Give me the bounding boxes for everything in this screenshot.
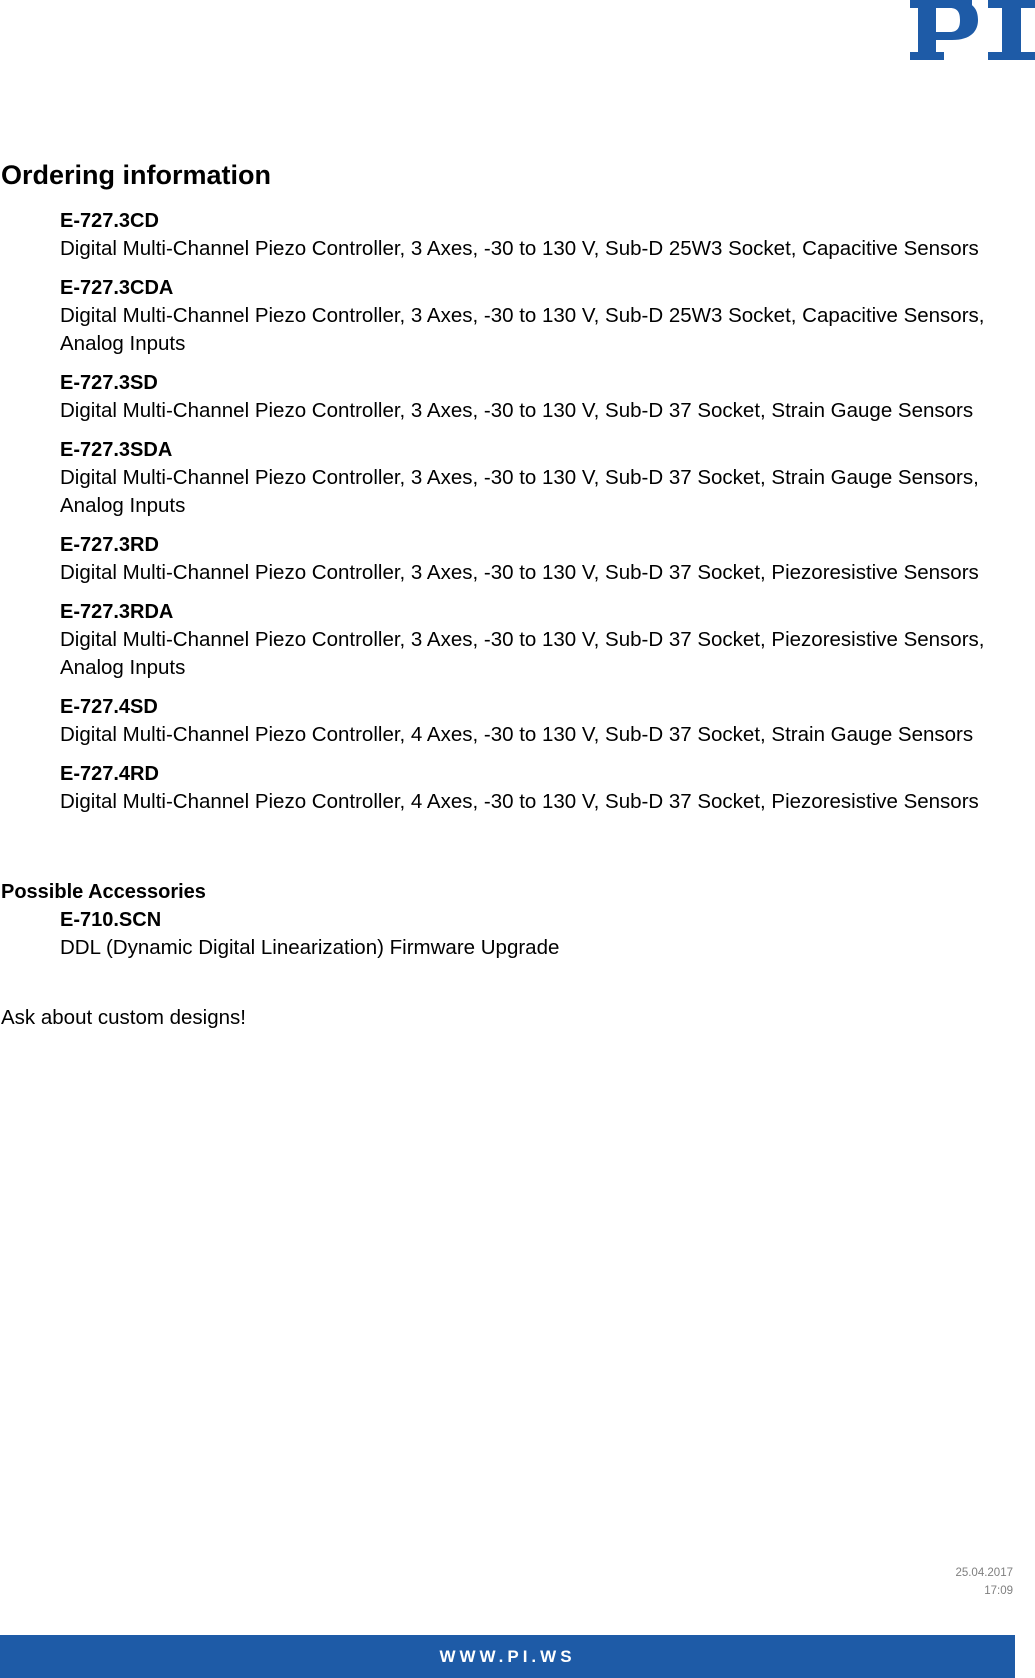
product-description: Digital Multi-Channel Piezo Controller, 3 Axes, -30 to 130 V, Sub-D 37 Socket, Strain Gauge Sensors bbox=[60, 399, 974, 422]
product-description: Digital Multi-Channel Piezo Controller, 4 Axes, -30 to 130 V, Sub-D 37 Socket, Strain Gauge Sensors bbox=[60, 723, 974, 746]
product-code: E-727.4SD bbox=[60, 696, 158, 718]
pi-logo-graphic bbox=[908, 0, 1035, 62]
product-code: E-727.3RD bbox=[60, 534, 159, 556]
product-code: E-727.3SDA bbox=[60, 439, 173, 461]
footer-url[interactable]: WWW.PI.WS bbox=[439, 1647, 576, 1666]
product-code: E-727.3CD bbox=[60, 210, 159, 232]
timestamp-date: 25.04.2017 bbox=[955, 1567, 1013, 1579]
accessory-item bbox=[60, 907, 1010, 962]
ordering-item bbox=[60, 275, 1010, 358]
ordering-item bbox=[60, 532, 1010, 587]
accessory-description: DDL (Dynamic Digital Linearization) Firmware Upgrade bbox=[60, 936, 560, 959]
accessory-code: E-710.SCN bbox=[60, 909, 162, 931]
footer-bar bbox=[0, 1635, 1015, 1678]
ordering-list bbox=[60, 208, 1010, 828]
product-description: Digital Multi-Channel Piezo Controller, 3 Axes, -30 to 130 V, Sub-D 37 Socket, Piezoresistive Sensors bbox=[60, 561, 979, 584]
timestamp bbox=[955, 1564, 1013, 1600]
product-description: Digital Multi-Channel Piezo Controller, 3 Axes, -30 to 130 V, Sub-D 25W3 Socket, Capacitive Sensors, Analog Inputs bbox=[60, 304, 985, 355]
product-code: E-727.4RD bbox=[60, 763, 159, 785]
product-code: E-727.3CDA bbox=[60, 277, 174, 299]
ordering-information-heading: Ordering information bbox=[1, 160, 271, 190]
product-code: E-727.3RDA bbox=[60, 601, 174, 623]
ordering-item bbox=[60, 370, 1010, 425]
timestamp-time: 17:09 bbox=[984, 1585, 1013, 1597]
ordering-item bbox=[60, 761, 1010, 816]
custom-designs-note: Ask about custom designs! bbox=[1, 1006, 246, 1029]
accessories-list bbox=[60, 907, 1010, 974]
pi-logo bbox=[908, 0, 1035, 62]
ordering-item bbox=[60, 694, 1010, 749]
product-description: Digital Multi-Channel Piezo Controller, 3 Axes, -30 to 130 V, Sub-D 37 Socket, Strain Gauge Sensors, Analog Inputs bbox=[60, 466, 979, 517]
ordering-item bbox=[60, 208, 1010, 263]
product-description: Digital Multi-Channel Piezo Controller, 4 Axes, -30 to 130 V, Sub-D 37 Socket, Piezoresistive Sensors bbox=[60, 790, 979, 813]
product-description: Digital Multi-Channel Piezo Controller, 3 Axes, -30 to 130 V, Sub-D 37 Socket, Piezoresistive Sensors, Analog Inputs bbox=[60, 628, 985, 679]
ordering-item bbox=[60, 599, 1010, 682]
ordering-item bbox=[60, 437, 1010, 520]
product-code: E-727.3SD bbox=[60, 372, 158, 394]
possible-accessories-heading: Possible Accessories bbox=[1, 881, 206, 903]
product-description: Digital Multi-Channel Piezo Controller, 3 Axes, -30 to 130 V, Sub-D 25W3 Socket, Capacitive Sensors bbox=[60, 237, 979, 260]
